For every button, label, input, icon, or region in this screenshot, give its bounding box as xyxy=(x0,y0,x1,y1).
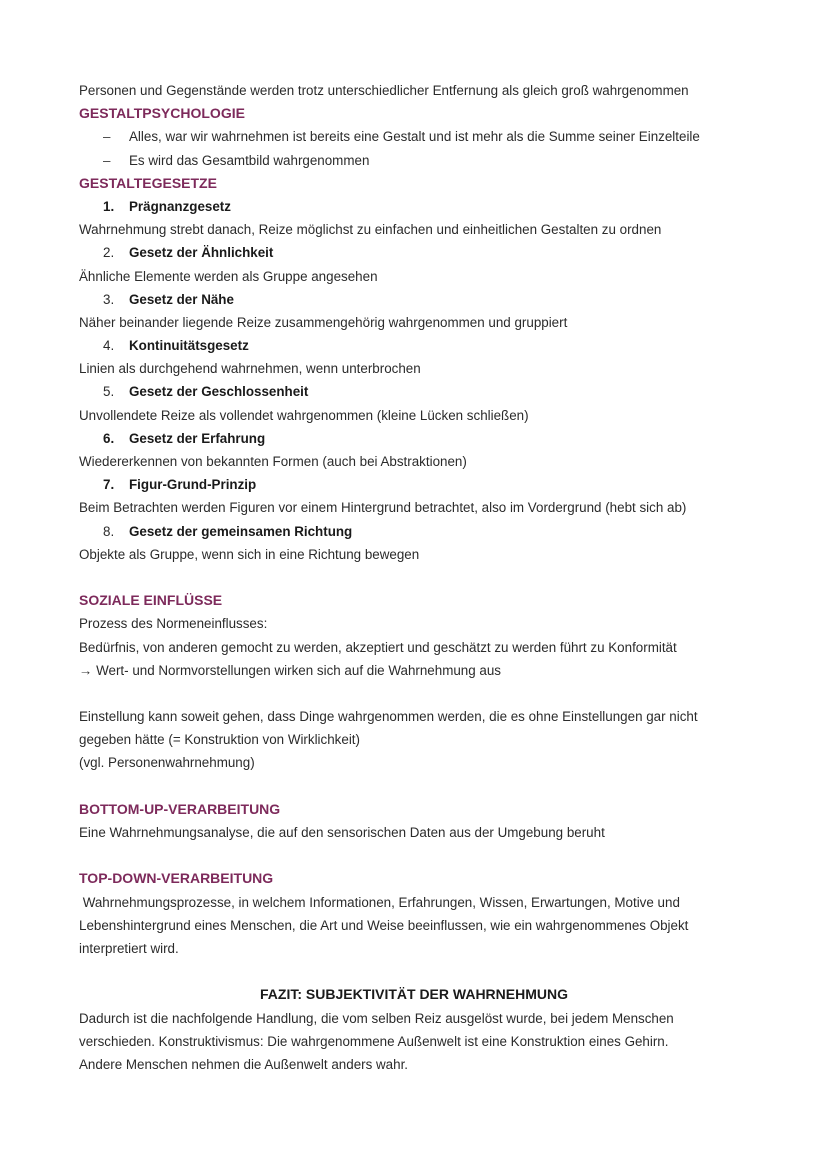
bullet-item: – Es wird das Gesamtbild wahrgenommen xyxy=(79,149,828,172)
heading-bottom-up: BOTTOM-UP-VERARBEITUNG xyxy=(79,800,281,817)
law-description: Objekte als Gruppe, wenn sich in eine Richtung bewegen xyxy=(79,546,420,562)
law-title: 5. Gesetz der Geschlossenheit xyxy=(103,384,309,400)
dash-icon: – xyxy=(103,152,111,168)
paragraph-line: Wahrnehmungsprozesse, in welchem Informationen, Erfahrungen, Wissen, Erwartungen, Motive und xyxy=(79,894,680,910)
paragraph-line: Lebenshintergrund eines Menschen, die Art und Weise beeinflussen, wie ein wahrgenommenes Objekt xyxy=(79,917,689,933)
law-title: 4. Kontinuitätsgesetz xyxy=(103,338,249,354)
paragraph-line: Einstellung kann soweit gehen, dass Dinge wahrgenommen werden, die es ohne Einstellungen gar nicht xyxy=(79,709,698,725)
paragraph-line: (vgl. Personenwahrnehmung) xyxy=(79,755,255,771)
paragraph-line: verschieden. Konstruktivismus: Die wahrgenommene Außenwelt ist eine Konstruktion eines Gehirn. xyxy=(79,1033,669,1049)
law-description: Beim Betrachten werden Figuren vor einem Hintergrund betrachtet, also im Vordergrund (hebt sich ab) xyxy=(79,500,687,516)
law-title: 3. Gesetz der Nähe xyxy=(103,291,234,307)
paragraph-line: Eine Wahrnehmungsanalyse, die auf den sensorischen Daten aus der Umgebung beruht xyxy=(79,825,605,840)
paragraph-line: gegeben hätte (= Konstruktion von Wirklichkeit) xyxy=(79,732,360,748)
heading-top-down: TOP-DOWN-VERARBEITUNG xyxy=(79,870,274,887)
paragraph-line: Andere Menschen nehmen die Außenwelt anders wahr. xyxy=(79,1056,409,1072)
law-description: Ähnliche Elemente werden als Gruppe angesehen xyxy=(79,268,378,284)
intro-text: Personen und Gegenstände werden trotz unterschiedlicher Entfernung als gleich groß wahrgenommen xyxy=(79,83,689,98)
spacer xyxy=(79,566,828,589)
law-title: 6. Gesetz der Erfahrung xyxy=(103,430,266,446)
spacer xyxy=(79,775,828,798)
law-title: 2. Gesetz der Ähnlichkeit xyxy=(103,245,274,261)
paragraph-line: Dadurch ist die nachfolgende Handlung, die vom selben Reiz ausgelöst wurde, bei jedem Menschen xyxy=(79,1010,674,1026)
spacer xyxy=(79,682,828,705)
heading-gestaltpsychologie: GESTALTPSYCHOLOGIE xyxy=(79,105,245,122)
bullet-item: – Alles, war wir wahrnehmen ist bereits eine Gestalt und ist mehr als die Summe seiner Einzelteile xyxy=(79,125,828,148)
spacer xyxy=(79,844,828,867)
heading-fazit: FAZIT: SUBJEKTIVITÄT DER WAHRNEHMUNG xyxy=(260,986,568,1003)
law-description: Wahrnehmung strebt danach, Reize möglichst zu einfachen und einheitlichen Gestalten zu ordnen xyxy=(79,222,662,238)
paragraph-line: interpretiert wird. xyxy=(79,940,179,956)
paragraph-line: Bedürfnis, von anderen gemocht zu werden, akzeptiert und geschätzt zu werden führt zu Konformität xyxy=(79,639,677,655)
dash-icon: – xyxy=(103,129,111,145)
law-description: Wiedererkennen von bekannten Formen (auch bei Abstraktionen) xyxy=(79,454,467,469)
heading-gestaltgesetze: GESTALTEGESETZE xyxy=(79,174,217,191)
law-description: Linien als durchgehend wahrnehmen, wenn unterbrochen xyxy=(79,361,421,377)
spacer xyxy=(79,960,828,983)
heading-soziale-einfluesse: SOZIALE EINFLÜSSE xyxy=(79,592,223,609)
law-title: 8. Gesetz der gemeinsamen Richtung xyxy=(103,523,353,539)
paragraph-line: → Wert- und Normvorstellungen wirken sich auf die Wahrnehmung aus xyxy=(79,662,501,678)
law-description: Unvollendete Reize als vollendet wahrgenommen (kleine Lücken schließen) xyxy=(79,407,529,423)
law-description: Näher beinander liegende Reize zusammengehörig wahrgenommen und gruppiert xyxy=(79,314,568,330)
law-title: 7. Figur-Grund-Prinzip xyxy=(103,477,257,493)
paragraph-line: Prozess des Normeneinflusses: xyxy=(79,616,268,632)
law-title: 1. Prägnanzgesetz xyxy=(103,198,231,214)
